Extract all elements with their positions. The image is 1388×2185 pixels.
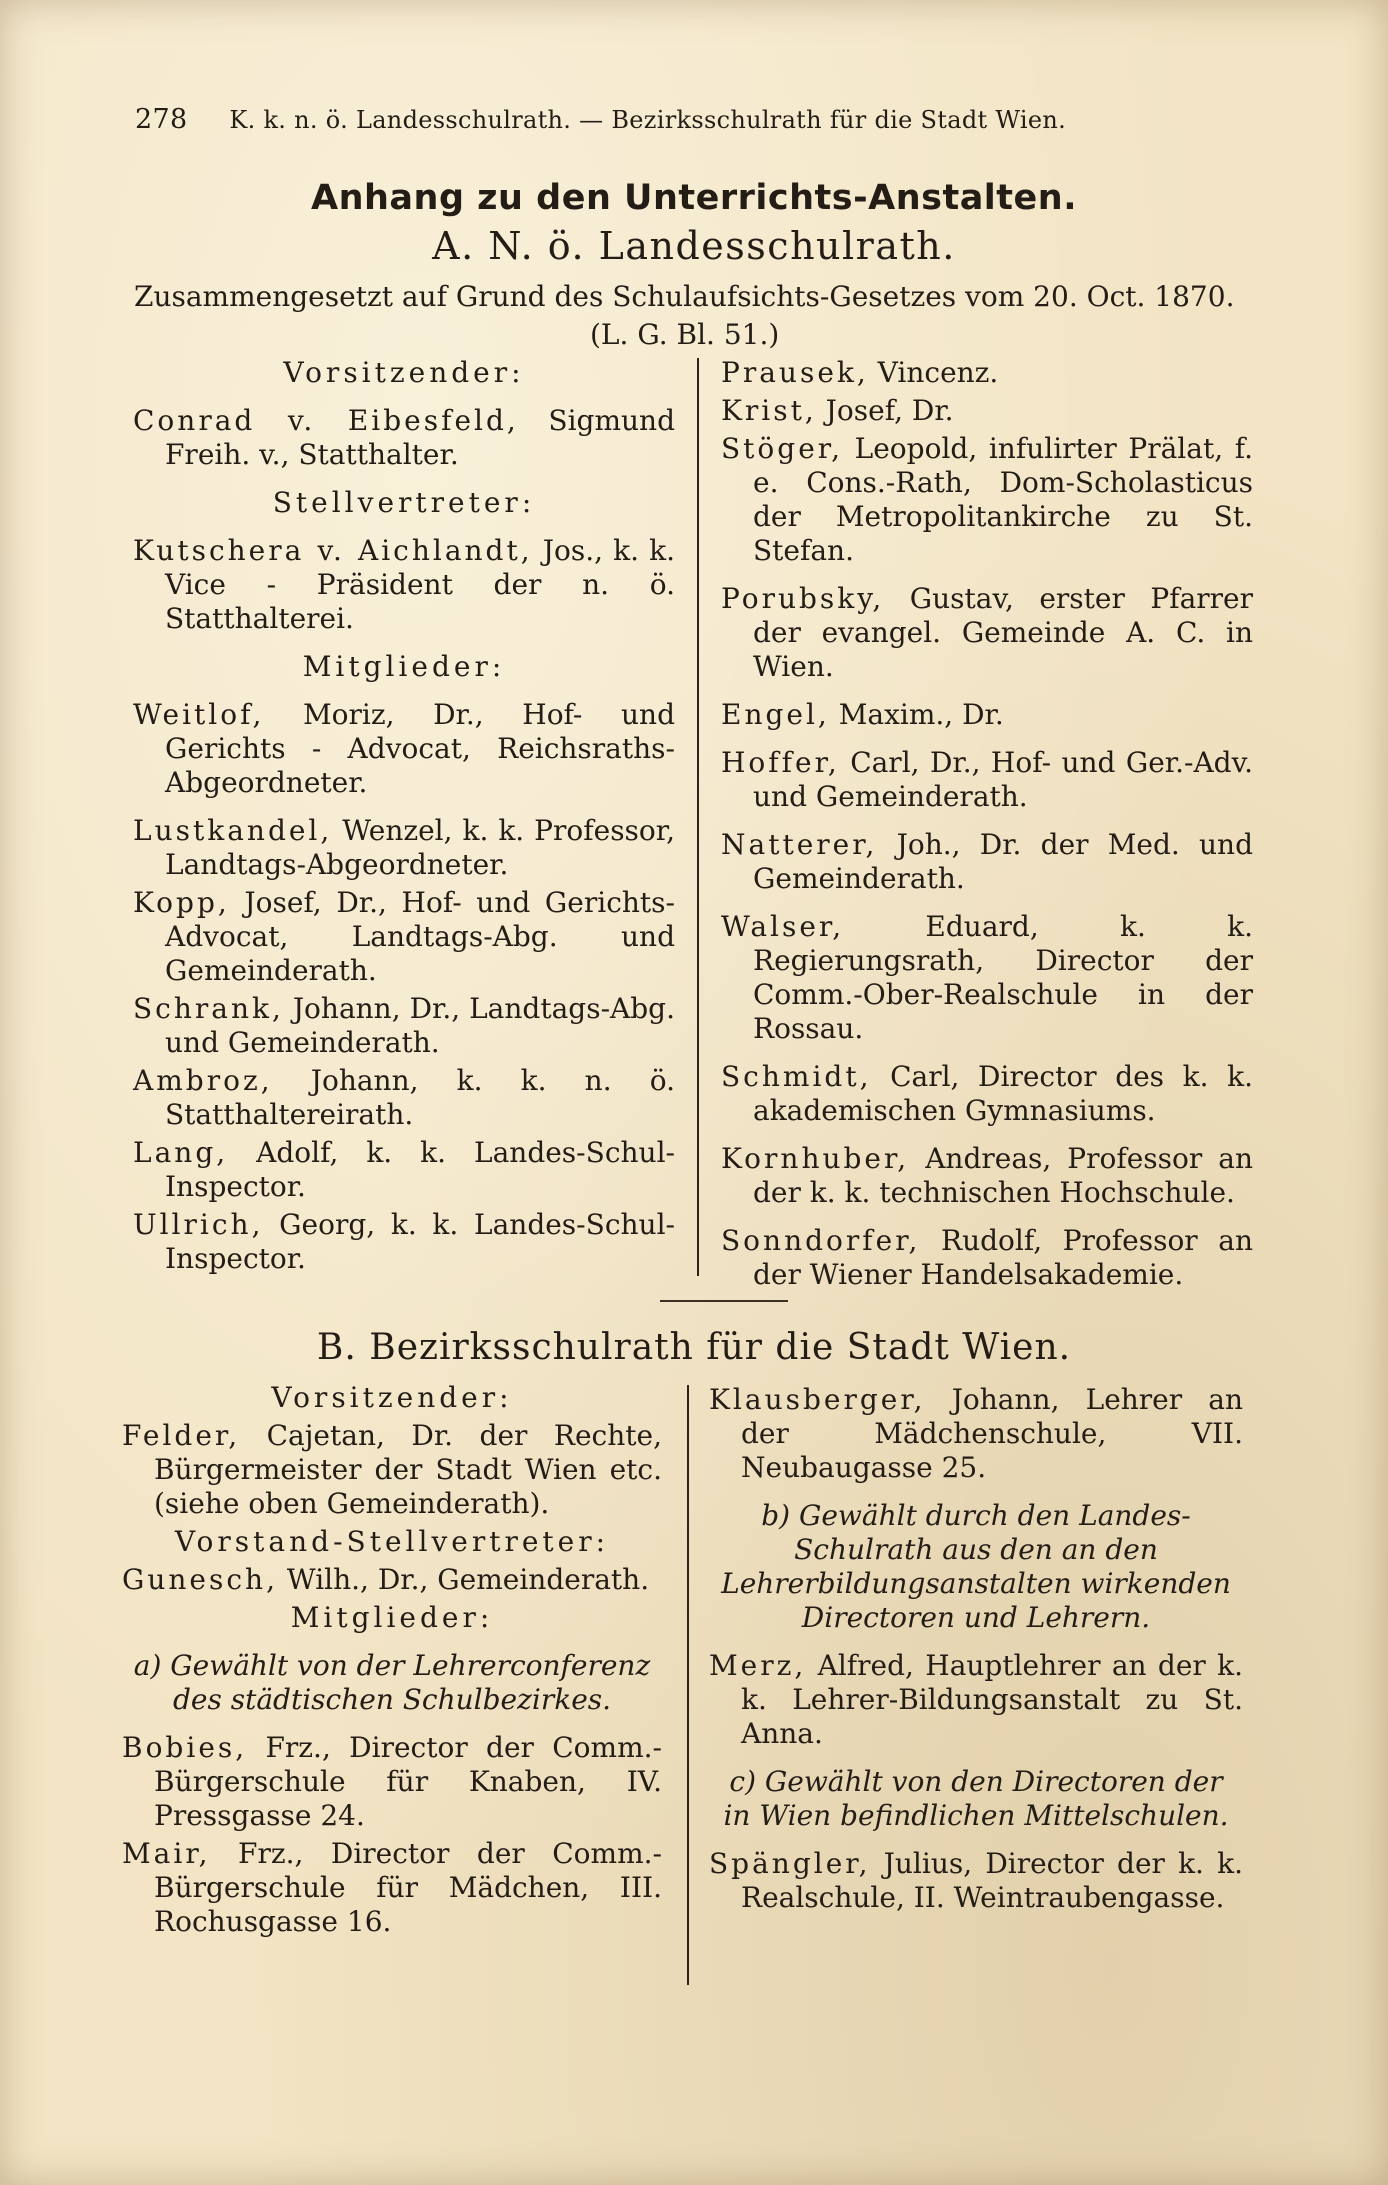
- running-title: K. k. n. ö. Landesschulrath. — Bezirksschulrath für die Stadt Wien.: [229, 106, 1067, 134]
- member-entry: Spängler, Julius, Director der k. k. Realschule, II. Weintraubengasse.: [709, 1847, 1243, 1914]
- member-entry: Bobies, Frz., Director der Comm.-Bürgerschule für Knaben, IV. Pressgasse 24.: [122, 1731, 662, 1832]
- member-entry: Hoffer, Carl, Dr., Hof- und Ger.-Adv. und Gemeinderath.: [721, 746, 1253, 813]
- section-a-law-reference: (L. G. Bl. 51.): [590, 318, 780, 351]
- member-entry: Walser, Eduard, k. k. Regierungsrath, Director der Comm.-Ober-Realschule in der Rossau.: [721, 910, 1253, 1045]
- member-entry: Prausek, Vincenz.: [721, 356, 999, 389]
- member-entry: Krist, Josef, Dr.: [721, 394, 954, 427]
- member-entry: Klausberger, Johann, Lehrer an der Mädchenschule, VII. Neubaugasse 25.: [709, 1383, 1243, 1484]
- member-entry: Kutschera v. Aichlandt, Jos., k. k. Vice - Präsident der n. ö. Statthalterei.: [133, 534, 675, 635]
- member-entry: Porubsky, Gustav, erster Pfarrer der evangel. Gemeinde A. C. in Wien.: [721, 582, 1253, 683]
- role-label: Vorsitzender:: [283, 356, 525, 389]
- member-entry: Conrad v. Eibesfeld, Sigmund Freih. v., Statthalter.: [133, 404, 675, 471]
- member-entry: Engel, Maxim., Dr.: [721, 698, 1004, 731]
- role-label: Stellvertreter:: [272, 486, 536, 519]
- section-b-right-column: [709, 1383, 1243, 1929]
- column-divider: [687, 1385, 689, 1985]
- election-group-note: b) Gewählt durch den Landes-Schulrath aus den an den Lehrerbildungsanstalten wirkenden Directoren und Lehrern.: [721, 1499, 1231, 1634]
- member-entry: Schrank, Johann, Dr., Landtags-Abg. und Gemeinderath.: [133, 992, 675, 1059]
- member-entry: Kornhuber, Andreas, Professor an der k. k. technischen Hochschule.: [721, 1142, 1253, 1209]
- member-entry: Mair, Frz., Director der Comm.-Bürgerschule für Mädchen, III. Rochusgasse 16.: [122, 1837, 662, 1938]
- member-entry: Weitlof, Moriz, Dr., Hof- und Gerichts - Advocat, Reichsraths-Abgeordneter.: [133, 698, 675, 799]
- member-entry: Gunesch, Wilh., Dr., Gemeinderath.: [122, 1563, 650, 1596]
- section-a-right-column: [721, 356, 1253, 1306]
- role-label: Vorstand-Stellvertreter:: [174, 1525, 610, 1558]
- section-a-left-column: [133, 356, 675, 1280]
- election-group-note: a) Gewählt von der Lehrerconferenz des städtischen Schulbezirkes.: [133, 1649, 651, 1716]
- member-entry: Stöger, Leopold, infulirter Prälat, f. e. Cons.-Rath, Dom-Scholasticus der Metropolitankirche zu St. Stefan.: [721, 432, 1253, 567]
- member-entry: Ambroz, Johann, k. k. n. ö. Statthaltereirath.: [133, 1064, 675, 1131]
- section-a-heading: A. N. ö. Landesschulrath.: [432, 224, 956, 268]
- member-entry: Lang, Adolf, k. k. Landes-Schul-Inspector.: [133, 1136, 675, 1203]
- member-entry: Schmidt, Carl, Director des k. k. akademischen Gymnasiums.: [721, 1060, 1253, 1127]
- role-label: Vorsitzender:: [271, 1381, 513, 1414]
- appendix-title: Anhang zu den Unterrichts-Anstalten.: [310, 178, 1077, 218]
- election-group-note: c) Gewählt von den Directoren der in Wien befindlichen Mittelschulen.: [723, 1765, 1229, 1832]
- role-label: Mitglieder:: [302, 650, 506, 683]
- member-entry: Lustkandel, Wenzel, k. k. Professor, Landtags-Abgeordneter.: [133, 814, 675, 881]
- member-entry: Felder, Cajetan, Dr. der Rechte, Bürgermeister der Stadt Wien etc. (siehe oben Gemeinderath).: [122, 1419, 662, 1520]
- section-b-left-column: [122, 1381, 662, 1943]
- section-separator: [660, 1300, 788, 1302]
- member-entry: Natterer, Joh., Dr. der Med. und Gemeinderath.: [721, 828, 1253, 895]
- member-entry: Kopp, Josef, Dr., Hof- und Gerichts-Advocat, Landtags-Abg. und Gemeinderath.: [133, 886, 675, 987]
- running-header: [135, 104, 1255, 135]
- section-b-heading: B. Bezirksschulrath für die Stadt Wien.: [316, 1327, 1072, 1368]
- section-a-subtitle: Zusammengesetzt auf Grund des Schulaufsichts-Gesetzes vom 20. Oct. 1870.: [134, 280, 1235, 313]
- column-divider: [697, 358, 699, 1276]
- page-number: 278: [135, 104, 188, 135]
- member-entry: Sonndorfer, Rudolf, Professor an der Wiener Handelsakademie.: [721, 1224, 1253, 1291]
- member-entry: Ullrich, Georg, k. k. Landes-Schul-Inspector.: [133, 1208, 675, 1275]
- member-entry: Merz, Alfred, Hauptlehrer an der k. k. Lehrer-Bildungsanstalt zu St. Anna.: [709, 1649, 1243, 1750]
- role-label: Mitglieder:: [290, 1601, 494, 1634]
